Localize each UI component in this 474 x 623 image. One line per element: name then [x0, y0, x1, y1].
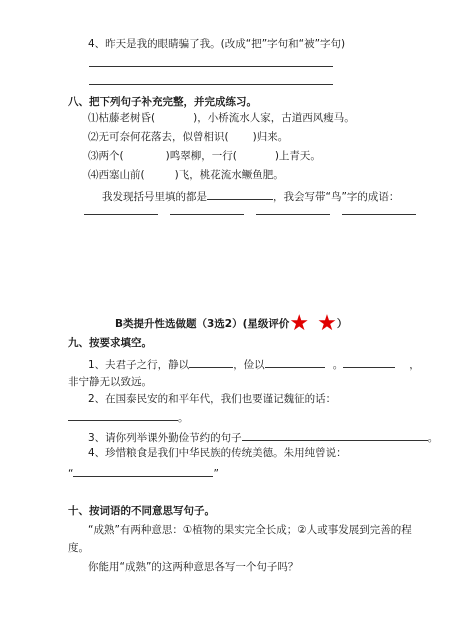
- item-2-answer: 。: [68, 409, 189, 425]
- poem-line-3: ⑶两个( )鸣翠柳，一行( )上青天。: [88, 150, 321, 162]
- idiom-blank-3: [256, 214, 330, 215]
- idiom-blank-4: [342, 214, 416, 215]
- section-8-title: 八、把下列句子补充完整，并完成练习。: [68, 96, 257, 108]
- section-10-title: 十、按词语的不同意思写句子。: [68, 505, 215, 517]
- idiom-blank-1: [84, 214, 158, 215]
- item-1: 1、夫君子之行，静以 ，俭以 。 ，: [88, 356, 420, 372]
- answer-line-2: [89, 84, 333, 85]
- idiom-blank-2: [170, 214, 244, 215]
- section-b-title: B类提升性选做题（3选2）(星级评价★ ★）: [115, 311, 348, 336]
- instruction: 你能用“成熟”的这两种意思各写一个句子吗？: [88, 561, 299, 573]
- item-4: 4、珍惜粮食是我们中华民族的传统美德。朱用纯曾说：: [88, 447, 347, 459]
- item-1-cont: 非宁静无以致远。: [68, 376, 152, 388]
- item-4-answer: “ ”: [68, 465, 219, 481]
- definition-line-2: 度。: [68, 542, 89, 554]
- definition-line-1: “成熟”有两种意思：①植物的果实完全长成；②人或事发展到完善的程: [88, 524, 412, 536]
- bird-note: 我发现括号里填的都是 ，我会写带“鸟”字的成语：: [102, 188, 399, 204]
- poem-line-1: ⑴枯藤老树昏( )，小桥流水人家，古道西风瘦马。: [88, 112, 355, 124]
- star-icon: ★: [289, 311, 310, 336]
- star-icon: ★: [317, 311, 337, 336]
- question-4: 4、昨天是我的眼睛骗了我。(改成“把”字句和“被”字句): [88, 38, 346, 50]
- poem-line-2: ⑵无可奈何花落去，似曾相识( )归来。: [88, 131, 289, 143]
- item-3: 3、请你列举课外勤俭节约的句子 。: [88, 429, 438, 445]
- poem-line-4: ⑷西塞山前( )飞，桃花流水鳜鱼肥。: [88, 169, 284, 181]
- section-9-title: 九、按要求填空。: [68, 337, 152, 349]
- answer-line-1: [89, 66, 333, 67]
- item-2: 2、在国泰民安的和平年代，我们也要谨记魏征的话：: [88, 393, 337, 405]
